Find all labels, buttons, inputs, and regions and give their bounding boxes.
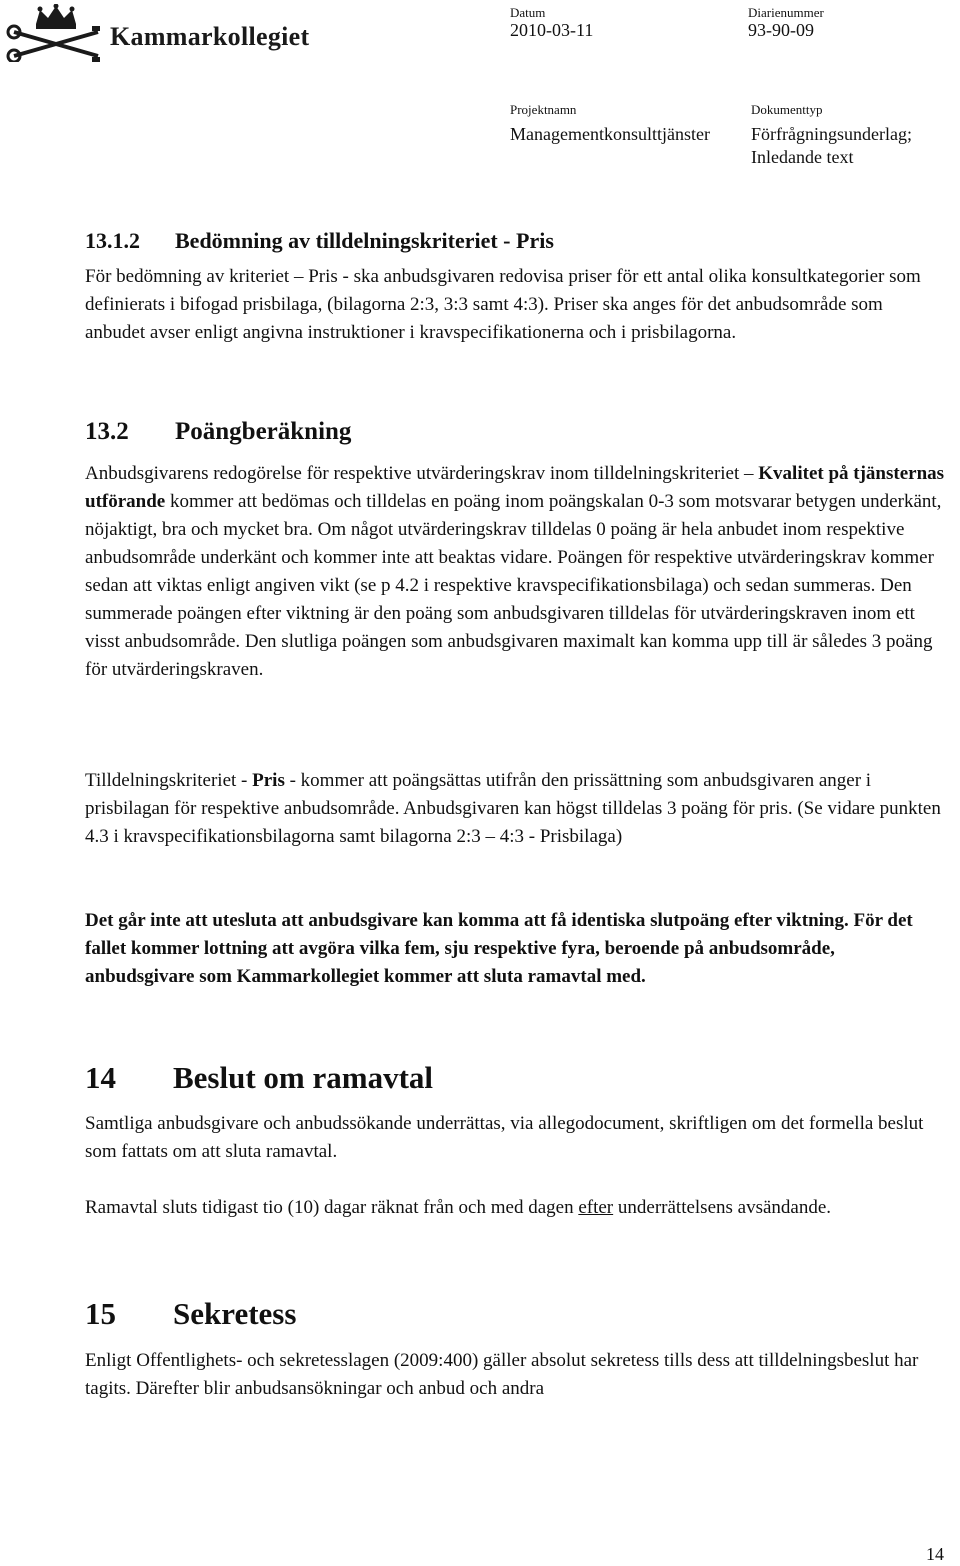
paragraph-pris: För bedömning av kriteriet – Pris - ska anbudsgivaren redovisa priser för ett antal olika konsultkategorier som definierats i bifogad prisbilaga, (bilagorna 2:3, 3:3 samt 4:3). Priser ska anges för det anbudsområde som anbudet avser enligt angivna instruktioner i kravspecifikationerna och i prisbilagorna. xyxy=(85,266,921,343)
emphasis-kvalitet: Kvalitet på tjänsternas utförande xyxy=(85,463,945,512)
datum-label: Datum xyxy=(510,5,546,20)
underlined-efter: efter xyxy=(578,1197,614,1218)
projektnamn-value: Managementkonsulttjänster xyxy=(510,124,710,144)
paragraph-poangberakning xyxy=(85,460,945,684)
paragraph-ramavtal-sluts xyxy=(85,1194,945,1222)
projektnamn-label: Projektnamn xyxy=(510,102,577,117)
section-title: Bedömning av tilldelningskriteriet - Pris xyxy=(175,228,554,253)
text-run: Ramavtal sluts tidigast tio (10) dagar räknat från och med dagen xyxy=(85,1197,579,1218)
text-run: underrättelsens avsändande. xyxy=(613,1197,832,1218)
dokumenttyp-label: Dokumenttyp xyxy=(751,102,823,117)
crown-keys-emblem-icon xyxy=(4,4,114,62)
text-run: Tilldelningskriteriet - xyxy=(85,770,253,791)
text-run: kommer att bedömas och tilldelas en poäng inom poängskalan 0-3 som motsvarar betygen underkänt, nöjaktigt, bra och mycket bra. Om något utvärderingskrav tilldelas 0 poäng är hela anbudet inom respektive anbudsområde underkänt och kommer inte att beaktas vidare. Poängen för respektive utvärderingskrav kommer sedan att viktas enligt angiven vikt (se p 4.2 i respektive kravspecifikationsbilaga) och sedan summeras. Den summerade poängen efter viktning är den poäng som anbudsgivaren tilldelas för utvärderingskraven inom ett visst anbudsområde. Den slutliga poängen som anbudsgivaren maximalt kan komma upp till är således 3 poäng för utvärderingskraven. xyxy=(85,491,942,680)
section-heading-14 xyxy=(85,1060,433,1096)
section-title: Sekretess xyxy=(173,1296,297,1331)
section-number: 14 xyxy=(85,1060,116,1095)
section-number: 15 xyxy=(85,1296,116,1331)
section-heading-15 xyxy=(85,1296,296,1332)
paragraph-lottning: Det går inte att utesluta att anbudsgivare kan komma att få identiska slutpoäng efter viktning. För det fallet kommer lottning att avgöra vilka fem, sju respektive fyra, beroende på anbudsområde, anbudsgivare som Kammarkollegiet kommer att sluta ramavtal med. xyxy=(85,910,913,987)
section-number: 13.1.2 xyxy=(85,228,140,253)
dokumenttyp-value-line2: Inledande text xyxy=(751,147,854,167)
section-number: 13.2 xyxy=(85,418,129,445)
diarienummer-value: 93-90-09 xyxy=(748,20,814,40)
section-title: Beslut om ramavtal xyxy=(173,1060,434,1095)
emphasis-pris: Pris xyxy=(252,770,285,791)
paragraph-beslut: Samtliga anbudsgivare och anbudssökande underrättas, via allegodocument, skriftligen om det formella beslut som fattats om att sluta ramavtal. xyxy=(85,1113,924,1162)
paragraph-sekretess: Enligt Offentlighets- och sekretesslagen (2009:400) gäller absolut sekretess tills dess att tilldelningsbeslut har tagits. Därefter blir anbudsansökningar och anbud och andra xyxy=(85,1350,919,1399)
section-title: Poängberäkning xyxy=(175,418,352,445)
page-number: 14 xyxy=(926,1544,944,1564)
text-run: - kommer att poängsättas utifrån den prissättning som anbudsgivaren anger i prisbilagan för respektive anbudsområde. Anbudsgivaren kan högst tilldelas 3 poäng för pris. (Se vidare punkten 4.3 i kravspecifikationsbilagorna samt bilagorna 2:3 – 4:3 - Prisbilaga) xyxy=(85,770,941,847)
dokumenttyp-value-line1: Förfrågningsunderlag; xyxy=(751,124,912,144)
diarienummer-label: Diarienummer xyxy=(748,5,824,20)
text-run: Anbudsgivarens redogörelse för respektive utvärderingskrav inom tilldelningskriteriet – xyxy=(85,463,759,484)
datum-value: 2010-03-11 xyxy=(510,20,594,40)
org-name: Kammarkollegiet xyxy=(110,22,310,51)
section-heading-13-1-2 xyxy=(85,228,554,254)
section-heading-13-2 xyxy=(85,418,351,446)
paragraph-tilldelning-pris xyxy=(85,767,945,851)
